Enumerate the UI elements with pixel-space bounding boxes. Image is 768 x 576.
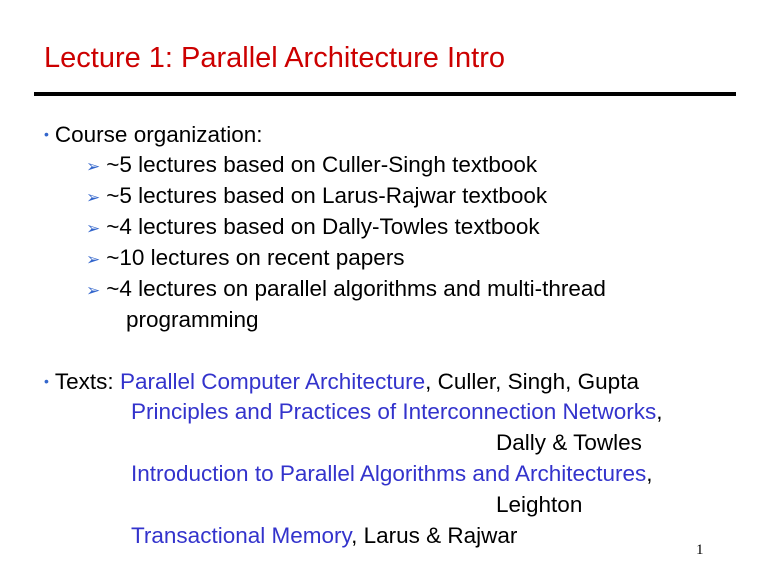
arrow-bullet-icon: ➢	[86, 219, 101, 238]
list-item-continuation: programming	[126, 307, 259, 332]
list-item-text: ~4 lectures on parallel algorithms and multi-thread	[106, 276, 606, 301]
bullet-dot-icon: •	[44, 126, 49, 142]
bullet-course-organization	[44, 120, 263, 149]
book-authors: Leighton	[496, 492, 583, 517]
title-divider	[34, 92, 736, 96]
book-line	[131, 460, 653, 488]
book-comma: ,	[646, 461, 653, 486]
bullet-texts	[44, 367, 639, 396]
book-title: Introduction to Parallel Algorithms and Architectures	[131, 461, 647, 486]
page-number: 1	[696, 542, 704, 558]
slide-title: Lecture 1: Parallel Architecture Intro	[44, 42, 506, 74]
arrow-bullet-icon: ➢	[86, 281, 101, 300]
list-item	[86, 275, 606, 305]
list-item-text: ~5 lectures based on Culler-Singh textbook	[106, 152, 538, 177]
book-title: Transactional Memory	[131, 523, 352, 548]
book-line	[131, 398, 663, 426]
arrow-bullet-icon: ➢	[86, 157, 101, 176]
list-item	[86, 151, 537, 181]
bullet-dot-icon: •	[44, 373, 49, 389]
book-title: Principles and Practices of Interconnection Networks	[131, 399, 657, 424]
course-heading: Course organization:	[54, 122, 263, 147]
arrow-bullet-icon: ➢	[86, 250, 101, 269]
book-authors: Dally & Towles	[496, 430, 642, 455]
list-item-text: ~4 lectures based on Dally-Towles textbook	[106, 214, 540, 239]
texts-label: Texts:	[54, 369, 114, 394]
book-authors: , Larus & Rajwar	[351, 523, 518, 548]
book-authors: , Culler, Singh, Gupta	[425, 369, 639, 394]
book-comma: ,	[656, 399, 663, 424]
book-title: Parallel Computer Architecture	[119, 369, 426, 394]
list-item-text: ~5 lectures based on Larus-Rajwar textbook	[106, 183, 548, 208]
list-item	[86, 213, 540, 243]
list-item	[86, 244, 405, 274]
list-item	[86, 182, 547, 212]
book-line	[131, 522, 517, 550]
arrow-bullet-icon: ➢	[86, 188, 101, 207]
list-item-text: ~10 lectures on recent papers	[106, 245, 405, 270]
